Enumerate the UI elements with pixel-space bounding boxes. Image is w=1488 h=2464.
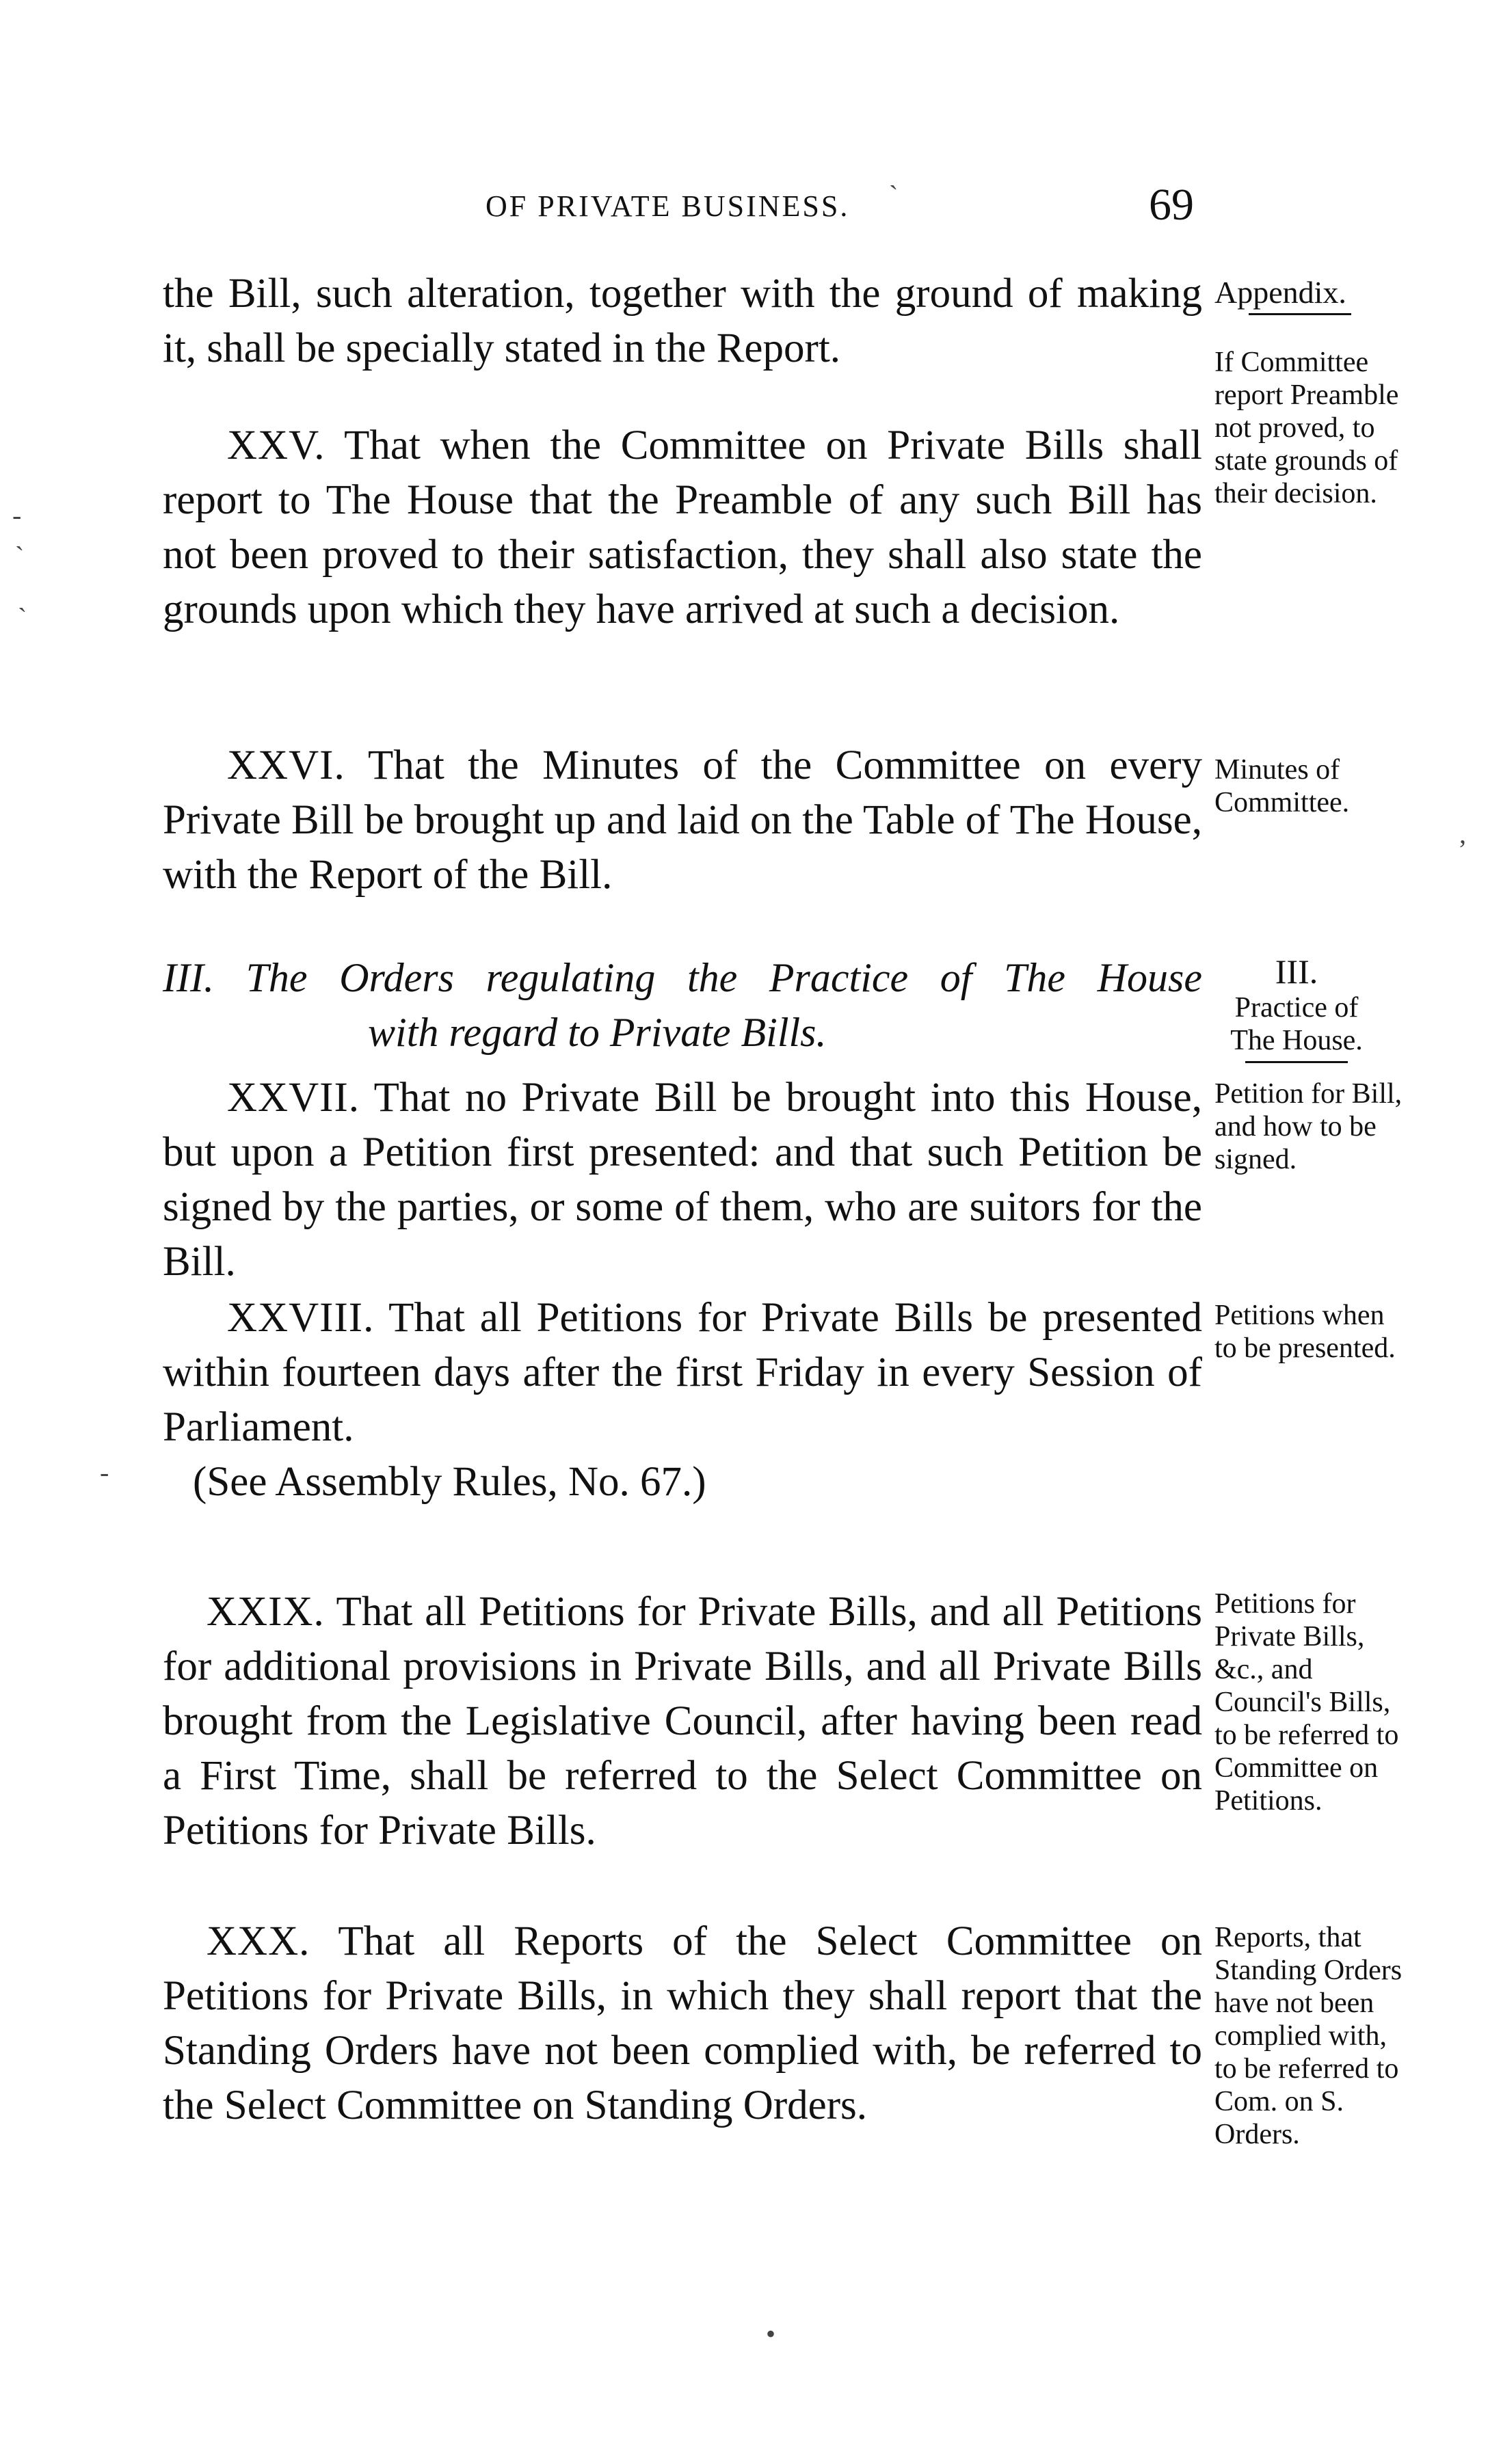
section-heading-line2: with regard to Private Bills. <box>368 1010 827 1055</box>
margin-note-section <box>1214 952 1379 1063</box>
paragraph-text: That the Minutes of the Committee on every Private Bill be brought up and laid on the Table of The House, with the Report of the Bill. <box>163 742 1202 898</box>
paragraph-number: XXIX. <box>207 1589 325 1635</box>
paragraph-xxviii <box>163 1291 1202 1455</box>
paragraph-xxv <box>163 418 1202 637</box>
scan-speck: ˋ <box>889 180 899 211</box>
paragraph-xxvii <box>163 1071 1202 1289</box>
divider <box>1249 313 1351 315</box>
assembly-rule-reference <box>163 1455 1202 1510</box>
paragraph-number: XXV. <box>227 423 326 468</box>
scan-speck: ˋ <box>15 541 25 572</box>
paragraph-text: That all Reports of the Select Committee on Petitions for Private Bills, in which they shall report that the Standing Orders have not been complied with, be referred to the Select Committee on Standing Orders. <box>163 1918 1202 2128</box>
paragraph-number: XXVII. <box>227 1075 360 1121</box>
margin-note-text: Petitions when to be presented. <box>1214 1300 1396 1364</box>
margin-note-xxvii <box>1214 1077 1413 1176</box>
paragraph-text: That when the Committee on Private Bills shall report to The House that the Preamble of any such Bill has not been proved to their satisfaction, they shall also state the grounds upon which they have arrived at such a decision. <box>163 423 1202 632</box>
paragraph-text: That no Private Bill be brought into this House, but upon a Petition first presented: and that such Petition be signed by the parties, or some of them, who are suitors for the Bill. <box>163 1075 1202 1285</box>
margin-note-xxix <box>1214 1588 1413 1817</box>
margin-note-text: Petitions for Private Bills, &c., and Council's Bills, to be referred to Committee on Petitions. <box>1214 1588 1399 1817</box>
margin-note-text: Reports, that Standing Orders have not been complied with, to be referred to Com. on S. Orders. <box>1214 1922 1403 2150</box>
margin-note-text: If Committee report Preamble not proved, to state grounds of their decision. <box>1214 347 1399 509</box>
margin-note-text: Petition for Bill, and how to be signed. <box>1214 1078 1403 1175</box>
paragraph-number: XXVIII. <box>227 1295 375 1341</box>
margin-note-xxx <box>1214 1921 1413 2151</box>
paragraph-xxix <box>163 1585 1202 1858</box>
margin-note-appendix <box>1214 276 1413 315</box>
reference-text: (See Assembly Rules, No. 67.) <box>193 1459 706 1505</box>
paragraph-continuation <box>163 267 1202 376</box>
paragraph-xxvi <box>163 738 1202 902</box>
section-heading <box>163 950 1202 1060</box>
paragraph-text: That all Petitions for Private Bills, and all Petitions for additional provisions in Private Bills, and all Private Bills brought from the Legislative Council, after having been read a First Time, shall be referred to the Select Committee on Petitions for Private Bills. <box>163 1589 1202 1853</box>
margin-note-section-number: III. <box>1275 952 1318 991</box>
divider <box>1245 1061 1348 1063</box>
margin-note-xxviii <box>1214 1299 1413 1365</box>
paragraph-number: XXVI. <box>227 742 345 788</box>
scan-speck: , <box>1459 818 1466 849</box>
scan-speck: - <box>12 500 22 531</box>
paragraph-text: That all Petitions for Private Bills be presented within fourteen days after the first Friday in every Session of Parliament. <box>163 1295 1202 1450</box>
margin-note-xxv <box>1214 346 1413 510</box>
margin-note-text: Appendix. <box>1214 275 1346 310</box>
section-heading-line1: III. The Orders regulating the Practice of The House <box>163 955 1202 1000</box>
margin-note-xxvi <box>1214 753 1413 819</box>
margin-note-text: Practice of The House. <box>1230 992 1363 1056</box>
running-head-title: OF PRIVATE BUSINESS. <box>486 189 850 223</box>
paragraph-number: XXX. <box>207 1918 310 1964</box>
paragraph-text: the Bill, such alteration, together with the ground of making it, shall be specially stated in the Report. <box>163 271 1202 371</box>
scan-speck: - <box>100 1457 109 1488</box>
scan-speck: ˋ <box>18 602 27 633</box>
scan-speck: • <box>766 2318 776 2349</box>
page-number: 69 <box>1149 180 1194 230</box>
margin-note-text: Minutes of Committee. <box>1214 754 1350 818</box>
paragraph-xxx <box>163 1914 1202 2133</box>
running-head <box>164 180 1204 231</box>
